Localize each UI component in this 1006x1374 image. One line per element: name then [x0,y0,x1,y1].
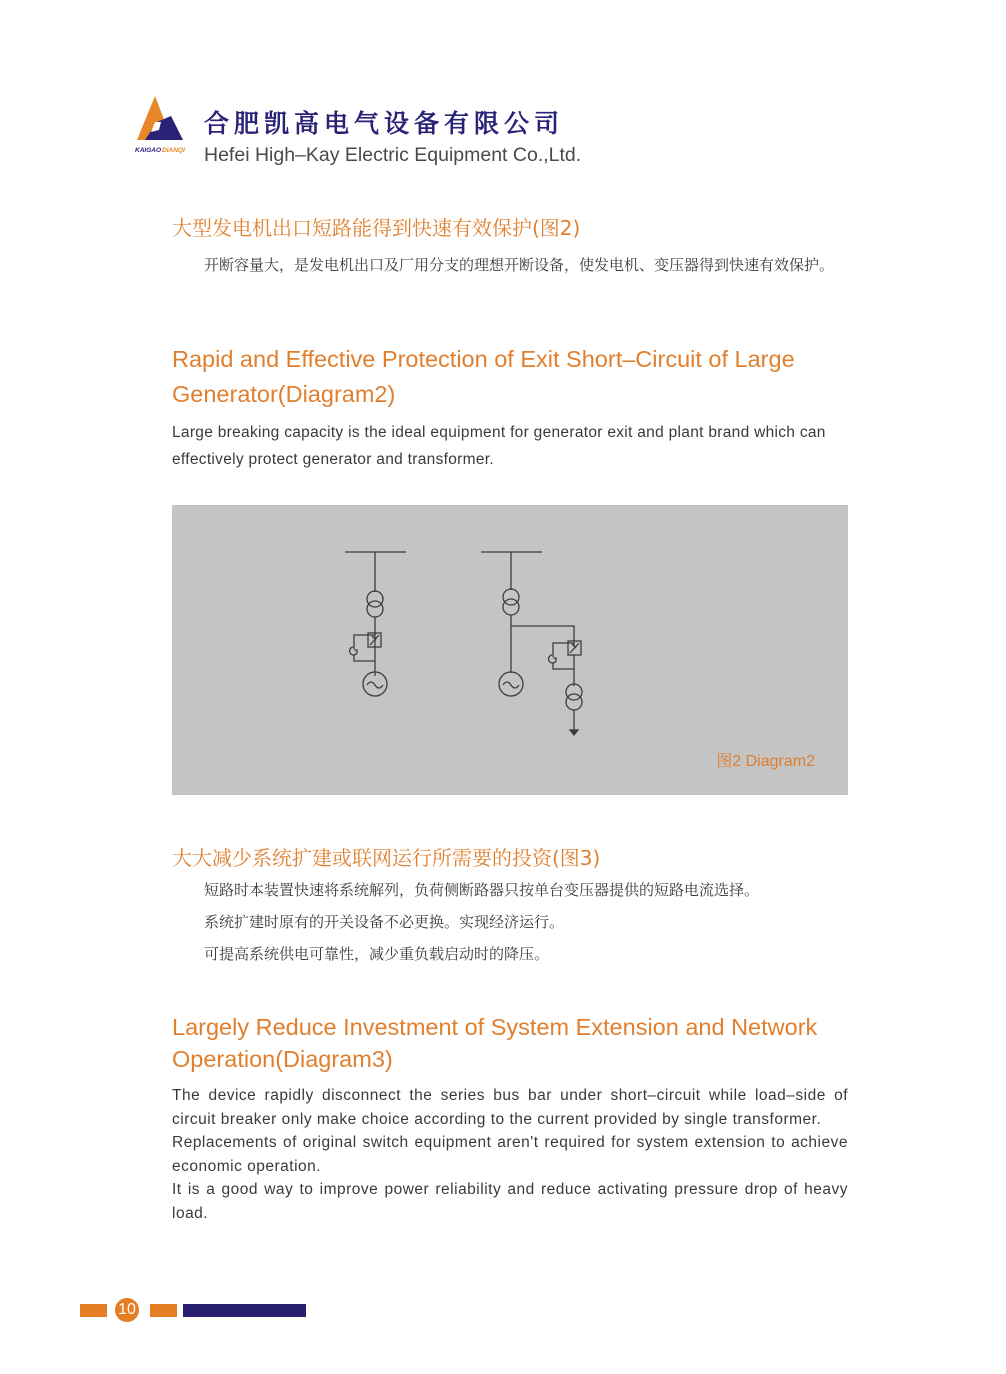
transformer-icon [367,591,383,617]
section2-body-en-para-1: The device rapidly disconnect the series bus bar under short–circuit while load–side of circuit breaker only make choice according to the current provided by single transformer. [172,1087,848,1128]
section2-body-en [172,1084,848,1225]
transformer-icon [503,589,519,615]
circuit-breaker-icon [350,633,381,661]
section1-title-cn: 大型发电机出口短路能得到快速有效保护(图2) [172,216,581,240]
load-arrow-icon [570,730,578,735]
section2-body-en-para-3: It is a good way to improve power reliability and reduce activating pressure drop of heavy load. [172,1181,848,1222]
section2-body-cn-para-3: 可提高系统供电可靠性，减少重负载启动时的降压。 [204,945,550,963]
page-number-badge: 10 [115,1298,139,1322]
section1-body-en: Large breaking capacity is the ideal equipment for generator exit and plant brand which can effectively protect generator and transformer. [172,424,826,468]
footer-brand-bar [183,1304,306,1317]
section2-body-cn-para-2: 系统扩建时原有的开关设备不必更换。实现经济运行。 [204,913,565,931]
section2-body-en-para-2: Replacements of original switch equipment aren't required for system extension to achieve economic operation. [172,1134,848,1175]
section2-title-cn: 大大减少系统扩建或联网运行所需要的投资(图3) [172,846,601,870]
section1-body-cn-text: 开断容量大，是发电机出口及厂用分支的理想开断设备，使发电机、变压器得到快速有效保护。 [204,256,835,274]
section2-body-cn [172,874,852,970]
company-name-cn: 合肥凯高电气设备有限公司 [204,109,565,138]
section1-body-cn [172,249,852,281]
diagram-caption: 图2 Diagram2 [716,753,815,770]
section2-title-en: Largely Reduce Investment of System Extension and Network Operation(Diagram3) [172,1014,818,1072]
circuit-breaker-icon [549,641,581,669]
section2-body-cn-para-1: 短路时本装置快速将系统解列，负荷侧断路器只按单台变压器提供的短路电流选择。 [204,881,760,899]
section1-title-en: Rapid and Effective Protection of Exit Short–Circuit of Large Generator(Diagram2) [172,346,795,407]
svg-text:KAIGAO: KAIGAO [135,147,161,154]
footer-accent-bar-left [80,1304,107,1317]
company-logo [133,96,189,158]
company-name-en: Hefei High–Kay Electric Equipment Co.,Ltd. [204,144,582,166]
right-circuit [481,552,582,735]
left-circuit [345,552,406,696]
logo-icon [133,96,189,158]
footer-accent-bar-right [150,1304,177,1317]
svg-text:DIANQI: DIANQI [162,147,185,154]
generator-icon [499,672,523,696]
transformer-icon [566,684,582,710]
diagram-2-panel [172,505,848,795]
